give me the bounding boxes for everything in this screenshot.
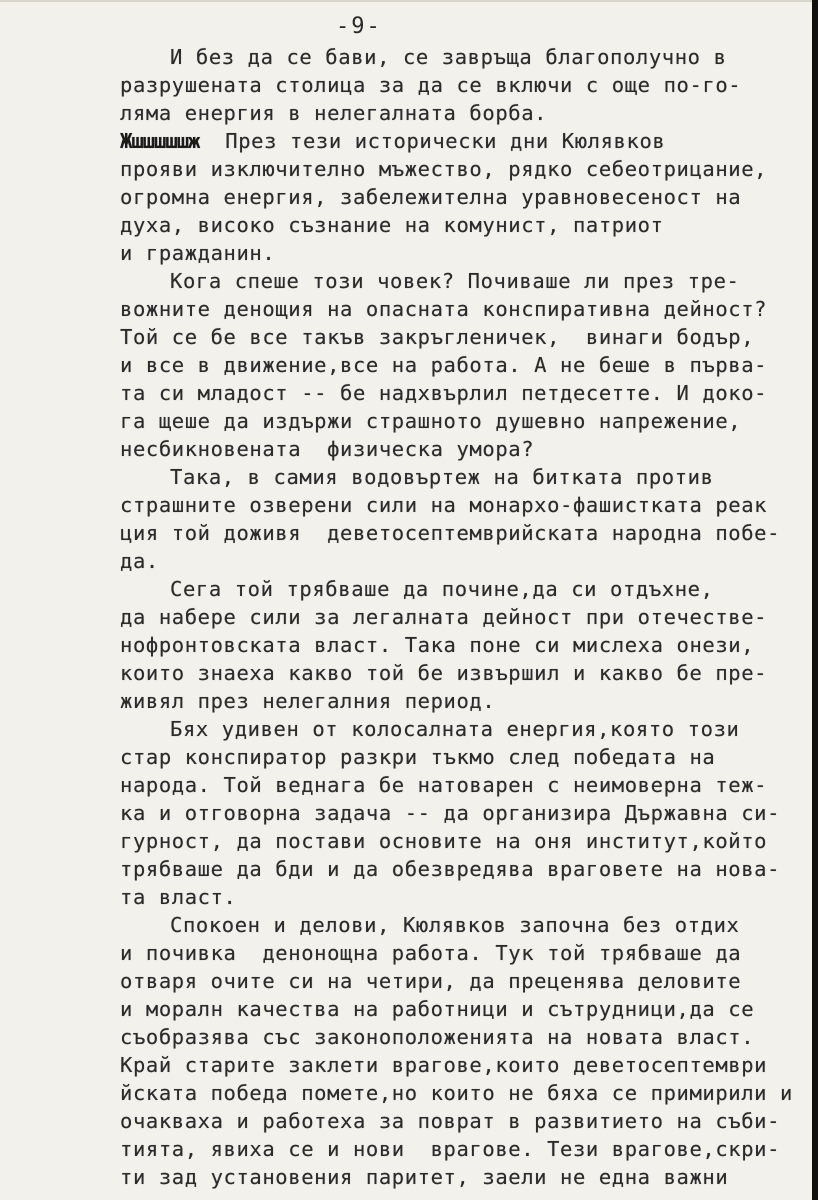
text-line: Сега той трябваше да почине,да си отдъхне, xyxy=(170,577,714,601)
text-line: разрушената столица за да се включи с още по-го- xyxy=(120,73,742,97)
text-line: несбикновената физическа умора? xyxy=(120,437,535,461)
text-line: трябваше да бди и да обезвредява враговете на нова- xyxy=(120,857,781,881)
text-line: и гражданин. xyxy=(120,241,276,265)
text-line: ляма енергия в нелегалната борба. xyxy=(120,101,548,125)
text-line: съобразява със законоположенията на новата власт. xyxy=(120,1025,755,1049)
text-line: страшните озверени сили на монархо-фашистката реак xyxy=(120,493,768,517)
page-edge-right xyxy=(812,0,818,1200)
text-line: отваря очите си на четири, да преценява деловите xyxy=(120,969,742,993)
page-number: -9- xyxy=(336,14,382,39)
text-line: очакваха и работеха за поврат в развитието на съби- xyxy=(120,1109,781,1133)
text-line: йската победа помете,но които не бяха се примирили и xyxy=(120,1081,793,1105)
text-line: нофронтовската власт. Така поне си мислеха онези, xyxy=(120,633,755,657)
text-line: огромна енергия, забележителна уравновесеност на xyxy=(120,185,742,209)
text-line: Жшшшшшж През тези исторически дни Кюлявков xyxy=(120,129,666,153)
text-line: та власт. xyxy=(120,885,237,909)
text-line: ция той доживя деветосептемврийската народна побе- xyxy=(120,521,781,545)
text-line: и моралн качества на работници и сътрудници,да се xyxy=(120,997,755,1021)
text-line: живял през нелегалния период. xyxy=(120,689,496,713)
text-line: стар конспиратор разкри тъкмо след победата на xyxy=(120,745,716,769)
text-line: Кога спеше този човек? Почиваше ли през тре- xyxy=(170,269,740,293)
text-line: вожните денощия на опасната конспиративна дейност? xyxy=(120,297,768,321)
strikeover: Жшшшшшж xyxy=(120,129,200,153)
text-line: Край старите заклети врагове,които деветосептември xyxy=(120,1053,768,1077)
text-line: да. xyxy=(120,549,159,573)
text-line: и все в движение,все на работа. А не беше в първа- xyxy=(120,353,768,377)
text-line: та си младост -- бе надхвърлил петдесетте. И доко- xyxy=(120,381,768,405)
text-line: и почивка денонощна работа. Тук той трябваше да xyxy=(120,941,742,965)
text-line: които знаеха какво той бе извършил и какво бе пре- xyxy=(120,661,768,685)
text-line: га щеше да издържи страшното душевно напрежение, xyxy=(120,409,742,433)
text-line: прояви изключително мъжество, рядко себеотрицание, xyxy=(120,157,768,181)
text-line: И без да се бави, се завръща благополучно в xyxy=(170,45,727,69)
text-line: ти зад установения паритет, заели не една важни xyxy=(120,1165,729,1189)
text-line: Той се бе все такъв закръгленичек, винаги бодър, xyxy=(120,325,755,349)
text-line: Спокоен и делови, Кюлявков започна без отдих xyxy=(170,913,740,937)
text-line: духа, високо съзнание на комунист, патриот xyxy=(120,213,664,237)
text-line: да набере сили за легалната дейност при отечестве- xyxy=(120,605,768,629)
text-line: народа. Той веднага бе натоварен с неимоверна теж- xyxy=(120,773,768,797)
text-line: Бях удивен от колосалната енергия,която този xyxy=(170,717,740,741)
text-line: ка и отговорна задача -- да организира Държавна си- xyxy=(120,801,781,825)
text-line: Така, в самия водовъртеж на битката против xyxy=(170,465,714,489)
text-line: тията, явиха се и нови врагове. Тези врагове,скри- xyxy=(120,1137,781,1161)
text-line: гурност, да постави основите на оня институт,който xyxy=(120,829,768,853)
